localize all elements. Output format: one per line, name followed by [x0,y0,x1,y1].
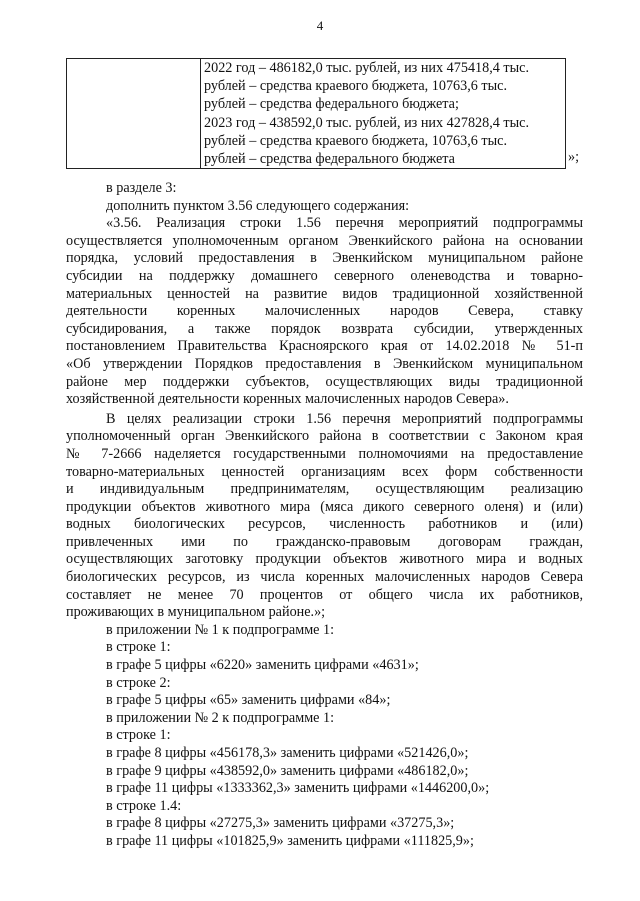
table-row [67,59,566,169]
instruction-line: в приложении № 2 к подпрограмме 1: [106,709,335,726]
paragraph-line: субсидии на поддержку домашнего северного оленеводства и товарно- [66,267,583,284]
closing-quote: »; [568,149,580,165]
paragraph-line: постановлением Правительства Красноярского края от 14.02.2018 № 51-п [66,338,583,355]
paragraph-line: проживающих в муниципальном районе.»; [66,604,326,621]
table-line: 2022 год – 486182,0 тыс. рублей, из них 475418,4 тыс. [204,60,529,76]
instruction-line: в строке 1: [106,639,171,656]
paragraph-line: В целях реализации строки 1.56 перечня мероприятий подпрограммы [106,410,583,427]
table-line: рублей – средства краевого бюджета, 10763,6 тыс. [204,132,508,149]
paragraph-line: уполномоченный орган Эвенкийского района в соответствии с Законом края [66,428,583,445]
paragraph-line: № 7-2666 наделяется государственными полномочиями на предоставление [66,445,583,462]
paragraph-line: осуществляется уполномоченным органом Эвенкийского района на основании [66,232,583,249]
paragraph-line: районе мер поддержки субъектов, осуществляющих виды традиционной [66,373,583,390]
paragraph-line: порядка, условий предоставления в Эвенкийском муниципальном районе [66,250,583,267]
instruction-line: в строке 2: [106,674,171,691]
paragraph-line: «Об утверждении Порядков предоставления в Эвенкийском муниципальном [66,355,583,372]
instruction-line: в строке 1.4: [106,797,182,814]
paragraph-implementation [66,411,583,622]
instruction-line: в приложении № 1 к подпрограмме 1: [106,621,335,638]
page-number: 4 [316,18,324,33]
paragraph-3-56 [66,215,583,409]
table-line: рублей – средства краевого бюджета, 10763,6 тыс. [204,78,508,95]
paragraph-line: привлеченных ими по гражданско-правовым договорам граждан, [66,533,583,550]
instruction-line: в графе 8 цифры «456178,3» заменить цифрами «521426,0»; [106,745,469,761]
paragraph-line: биологических ресурсов, из числа коренных малочисленных народов Севера [66,569,583,586]
paragraph-line: деятельности коренных малочисленных народов Севера, ставку [66,303,583,320]
budget-table [66,58,566,169]
instruction-line: в графе 8 цифры «27275,3» заменить цифрами «37275,3»; [106,815,455,832]
section-intro: в разделе 3: [106,180,177,196]
add-point-instruction: дополнить пунктом 3.56 следующего содержания: [106,197,410,214]
paragraph-line: составляет не менее 70 процентов от общего числа их работников, [66,586,583,603]
instruction-line: в графе 9 цифры «438592,0» заменить цифрами «486182,0»; [106,762,469,779]
table-right-cell [201,59,566,169]
instruction-line: в строке 1: [106,727,171,744]
table-line: рублей – средства федерального бюджета; [204,96,459,113]
paragraph-line: товарно-материальных ценностей организациям всех форм собственности [66,463,583,480]
instruction-line: в графе 5 цифры «6220» заменить цифрами «4631»; [106,657,419,674]
table-line: рублей – средства федерального бюджета [204,151,455,168]
amendment-instructions [66,622,583,851]
document-body [66,180,583,851]
paragraph-line: хозяйственной деятельности коренных малочисленных народов Севера». [66,391,509,408]
table-left-cell [67,59,201,169]
table-line: 2023 год – 438592,0 тыс. рублей, из них 427828,4 тыс. [204,114,529,131]
paragraph-line: и индивидуальным предпринимателям, осуществляющим реализацию [66,481,583,498]
instruction-line: в графе 11 цифры «1333362,3» заменить цифрами «1446200,0»; [106,780,490,797]
paragraph-line: продукции объектов животного мира (мяса дикого северного оленя) и (или) [66,498,583,515]
instruction-line: в графе 11 цифры «101825,9» заменить цифрами «111825,9»; [106,832,474,849]
paragraph-line: «3.56. Реализация строки 1.56 перечня мероприятий подпрограммы [106,215,583,232]
paragraph-line: субсидирования, а также порядок возврата субсидии, утвержденных [66,320,583,337]
paragraph-line: водных биологических ресурсов, численность работников и (или) [66,516,583,533]
instruction-line: в графе 5 цифры «65» заменить цифрами «84»; [106,692,391,709]
paragraph-line: осуществляющих заготовку продукции объектов животного мира и водных [66,551,583,568]
paragraph-line: материальных ценностей на развитие видов традиционной хозяйственной [66,285,583,302]
